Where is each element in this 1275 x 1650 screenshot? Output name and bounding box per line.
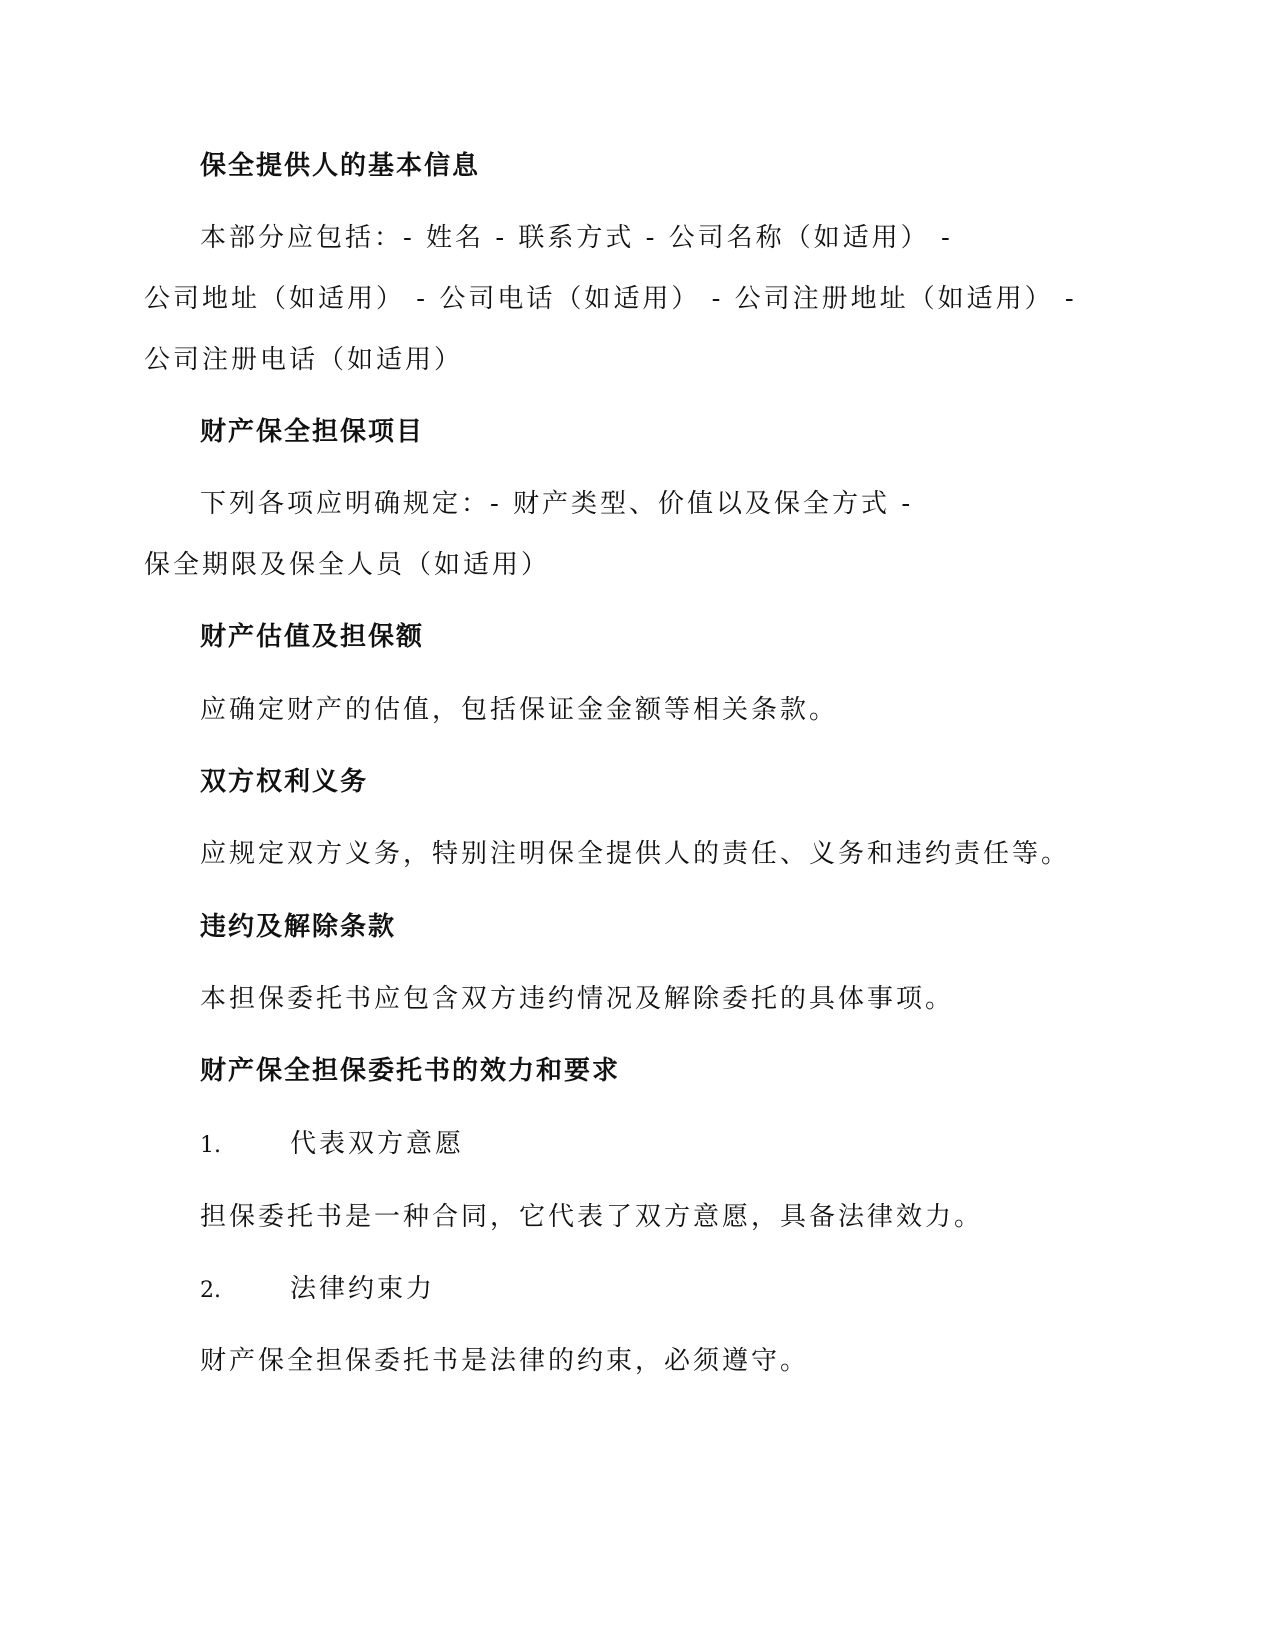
paragraph-line: 本部分应包括：- 姓名 - 联系方式 - 公司名称（如适用） - — [200, 223, 953, 253]
paragraph-item-2: 财产保全担保委托书是法律的约束，必须遵守。 — [200, 1346, 810, 1376]
paragraph-line: 公司地址（如适用） - 公司电话（如适用） - 公司注册地址（如适用） - — [144, 284, 1077, 314]
heading-valuation: 财产估值及担保额 — [200, 622, 425, 652]
paragraph-item-1: 担保委托书是一种合同，它代表了双方意愿，具备法律效力。 — [200, 1202, 984, 1232]
numbered-item-2 — [200, 1273, 435, 1307]
item-number: 1. — [200, 1133, 221, 1158]
paragraph-line: 下列各项应明确规定：- 财产类型、价值以及保全方式 - — [200, 489, 914, 519]
paragraph-line: 保全期限及保全人员（如适用） — [144, 550, 551, 580]
paragraph-rights: 应规定双方义务，特别注明保全提供人的责任、义务和违约责任等。 — [200, 839, 1071, 869]
heading-rights: 双方权利义务 — [200, 767, 369, 797]
heading-basic-info: 保全提供人的基本信息 — [200, 151, 481, 181]
item-title: 代表双方意愿 — [290, 1129, 465, 1159]
heading-breach: 违约及解除条款 — [200, 912, 397, 942]
paragraph-valuation: 应确定财产的估值，包括保证金金额等相关条款。 — [200, 695, 839, 725]
paragraph-line: 公司注册电话（如适用） — [144, 345, 464, 375]
heading-effect: 财产保全担保委托书的效力和要求 — [200, 1056, 621, 1086]
heading-guarantee-items: 财产保全担保项目 — [200, 417, 425, 447]
paragraph-breach: 本担保委托书应包含双方违约情况及解除委托的具体事项。 — [200, 984, 955, 1014]
item-title: 法律约束力 — [290, 1274, 436, 1304]
numbered-item-1 — [200, 1128, 464, 1162]
item-number: 2. — [200, 1278, 221, 1303]
